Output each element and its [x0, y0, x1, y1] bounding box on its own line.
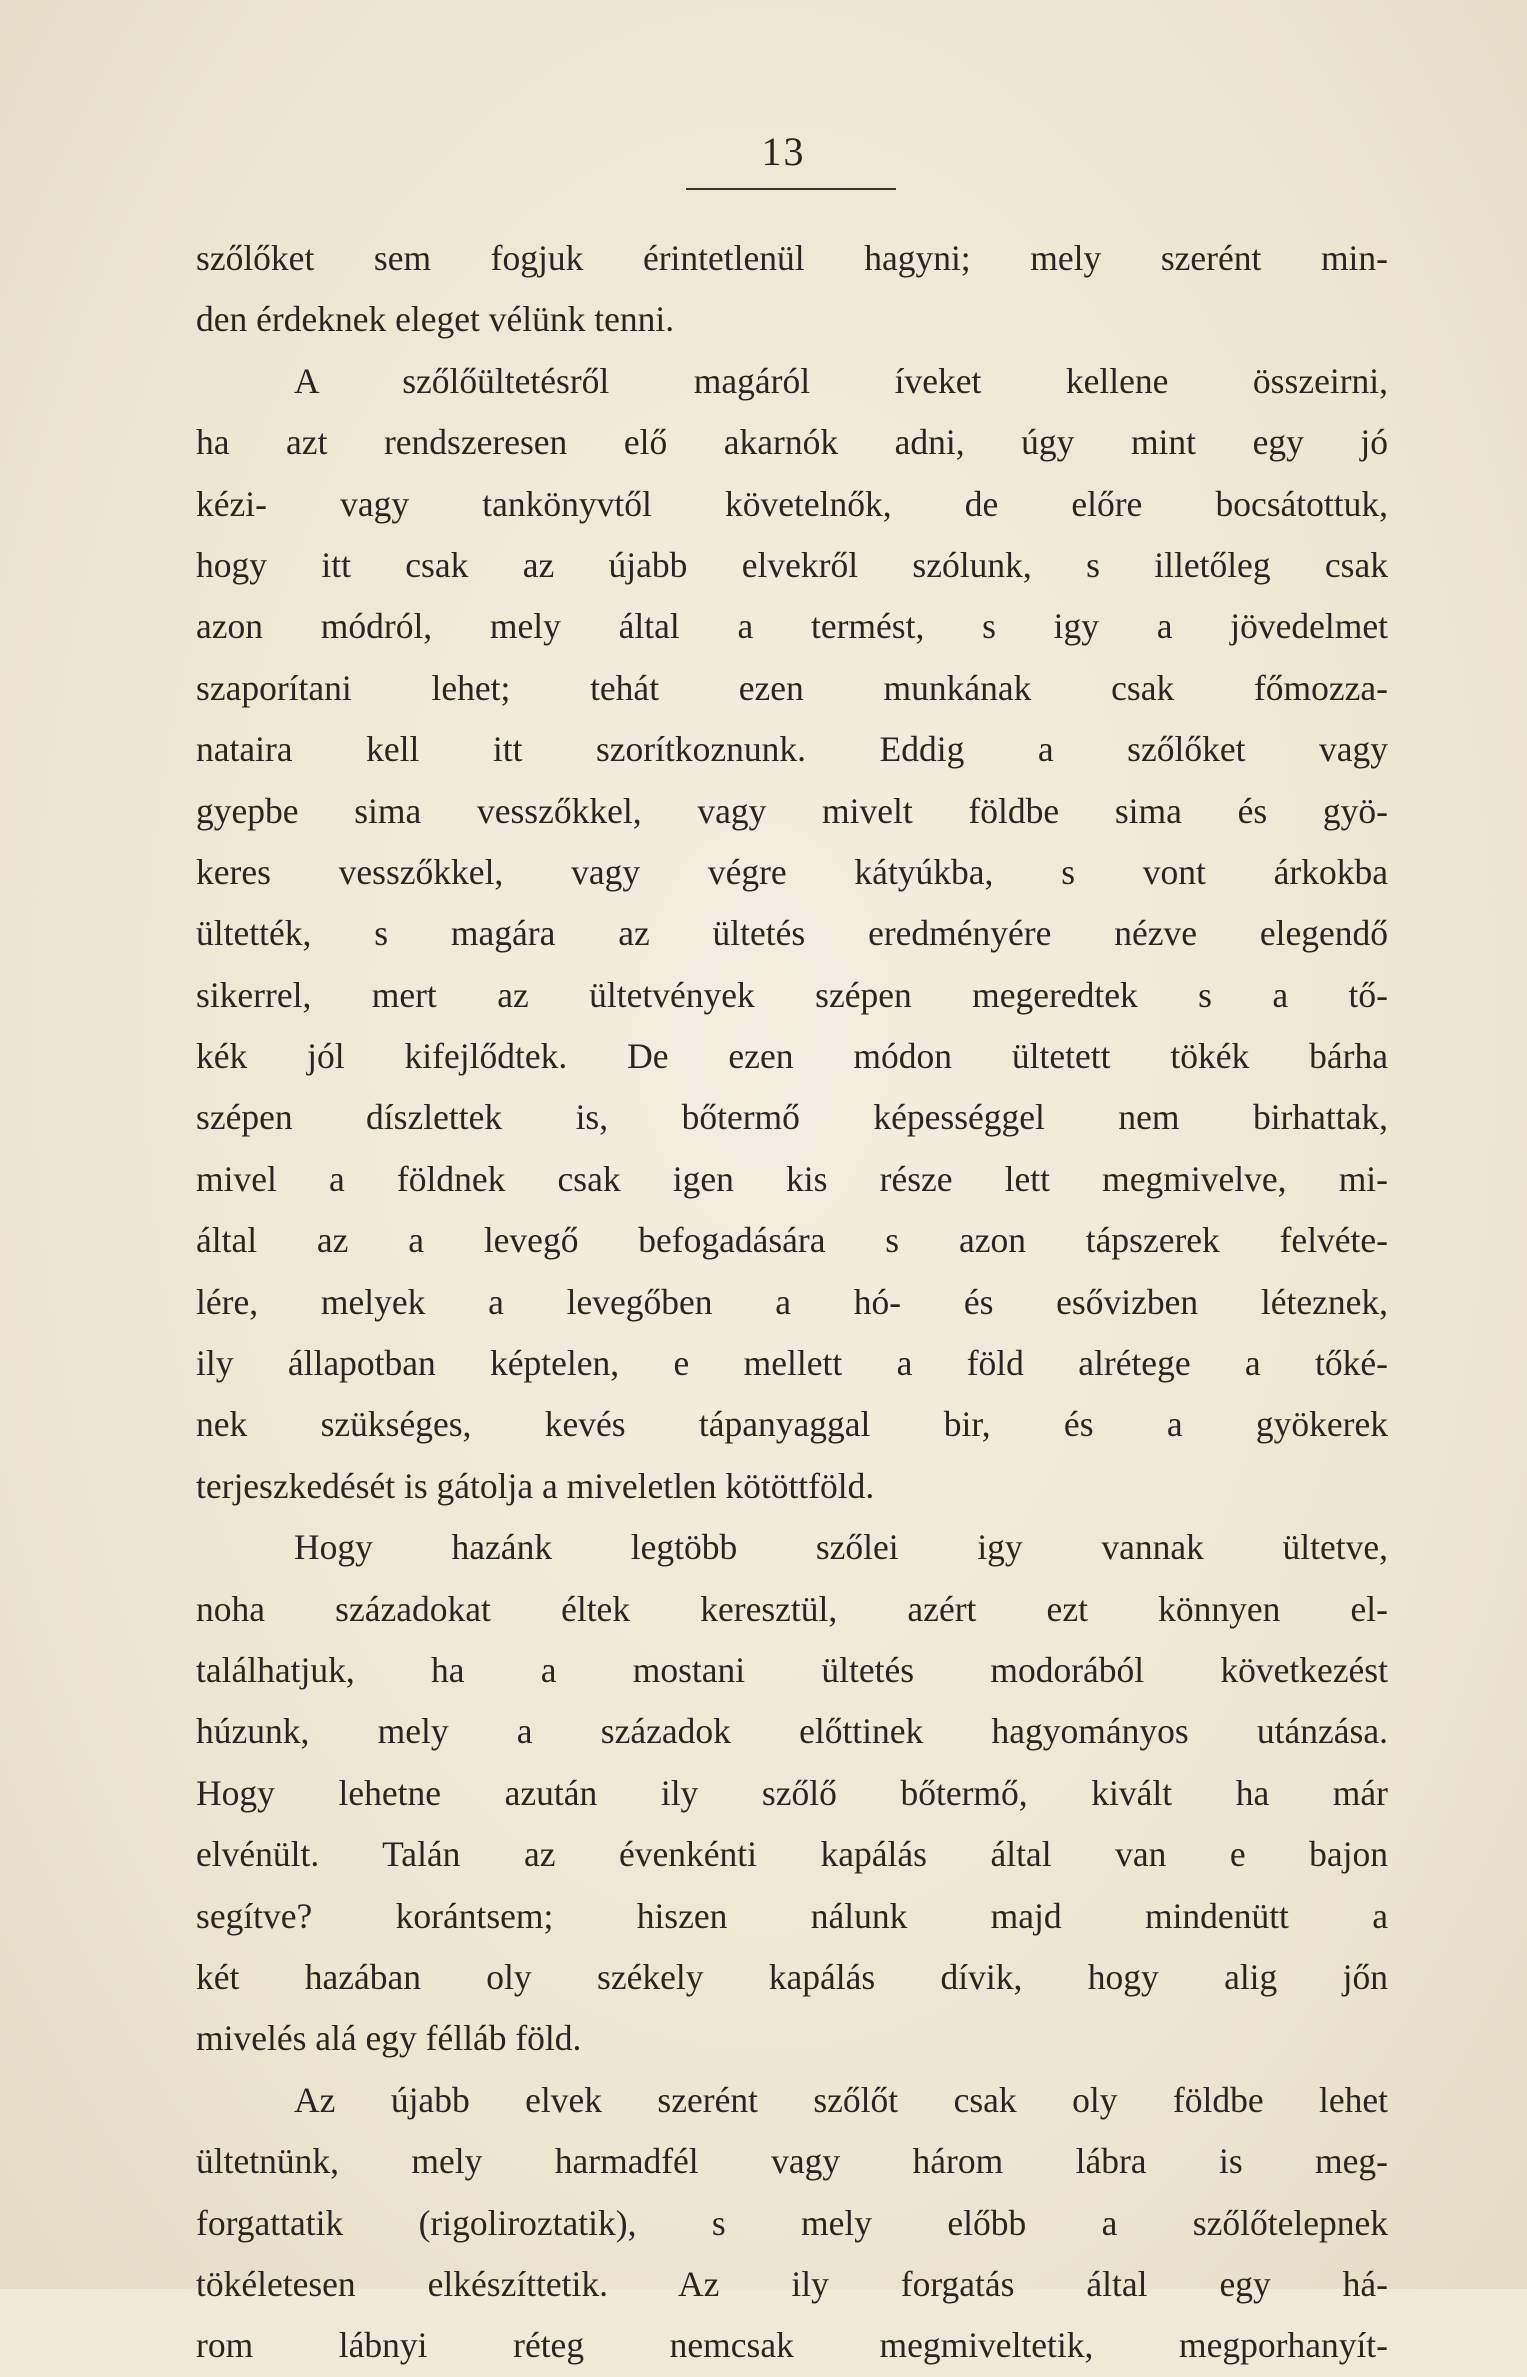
text-line: hogy itt csak az újabb elvekről szólunk, s illetőleg csak: [196, 544, 1388, 585]
text-line: két hazában oly székely kapálás dívik, hogy alig jőn: [196, 1956, 1388, 1997]
text-line: forgattatik (rigoliroztatik), s mely előbb a szőlőtelepnek: [196, 2202, 1388, 2243]
text-line: Az újabb elvek szerént szőlőt csak oly földbe lehet: [294, 2079, 1388, 2120]
text-line: Hogy lehetne azután ily szőlő bőtermő, kivált ha már: [196, 1772, 1388, 1813]
text-line: sikerrel, mert az ültetvények szépen megeredtek s a tő-: [196, 974, 1388, 1015]
text-line: nek szükséges, kevés tápanyaggal bir, és a gyökerek: [196, 1404, 1388, 1445]
body-text: [196, 228, 1388, 2377]
text-line: elvénült. Talán az évenkénti kapálás által van e bajon: [196, 1834, 1388, 1875]
text-line: ültették, s magára az ültetés eredményére nézve elegendő: [196, 913, 1388, 954]
text-line: találhatjuk, ha a mostani ültetés modorából következést: [196, 1649, 1388, 1690]
page-number: 13: [761, 129, 806, 174]
text-line: lére, melyek a levegőben a hó- és esővizben léteznek,: [196, 1281, 1388, 1322]
text-line: ültetnünk, mely harmadfél vagy három lábra is meg-: [196, 2141, 1388, 2182]
text-line: rom lábnyi réteg nemcsak megmiveltetik, megporhanyít-: [196, 2325, 1388, 2366]
text-line: ily állapotban képtelen, e mellett a föld alrétege a tőké-: [196, 1343, 1388, 1384]
text-line: szőlőket sem fogjuk érintetlenül hagyni; mely szerént min-: [196, 238, 1388, 278]
text-line: keres vesszőkkel, vagy végre kátyúkba, s vont árkokba: [196, 851, 1388, 892]
text-line: gyepbe sima vesszőkkel, vagy mivelt földbe sima és gyö-: [196, 790, 1388, 831]
text-line: szaporítani lehet; tehát ezen munkának csak főmozza-: [196, 667, 1388, 708]
text-line: húzunk, mely a századok előttinek hagyományos utánzása.: [196, 1711, 1388, 1752]
text-line: szépen díszlettek is, bőtermő képességgel nem birhattak,: [196, 1097, 1388, 1138]
text-line: nataira kell itt szorítkoznunk. Eddig a szőlőket vagy: [196, 729, 1388, 770]
text-line: segítve? korántsem; hiszen nálunk majd mindenütt a: [196, 1895, 1388, 1936]
text-line: ha azt rendszeresen elő akarnók adni, úgy mint egy jó: [196, 422, 1388, 463]
text-line: kézi- vagy tankönyvtől követelnők, de előre bocsátottuk,: [196, 483, 1388, 524]
text-line: tökéletesen elkészíttetik. Az ily forgatás által egy há-: [196, 2263, 1388, 2304]
header-rule: [686, 188, 896, 190]
text-line: kék jól kifejlődtek. De ezen módon ültetett tökék bárha: [196, 1036, 1388, 1077]
text-line: Hogy hazánk legtöbb szőlei igy vannak ültetve,: [294, 1527, 1388, 1568]
text-line: A szőlőültetésről magáról íveket kellene összeirni,: [294, 360, 1388, 401]
text-line: azon módról, mely által a termést, s igy a jövedelmet: [196, 606, 1388, 647]
text-line: mivelés alá egy félláb föld.: [196, 2018, 582, 2059]
text-line: mivel a földnek csak igen kis része lett megmivelve, mi-: [196, 1158, 1388, 1199]
text-line: terjeszkedését is gátolja a miveletlen kötöttföld.: [196, 1465, 875, 1506]
text-line: noha századokat éltek keresztül, azért ezt könnyen el-: [196, 1588, 1388, 1629]
text-line: den érdeknek eleget vélünk tenni.: [196, 299, 675, 340]
text-line: által az a levegő befogadására s azon tápszerek felvéte-: [196, 1220, 1388, 1261]
